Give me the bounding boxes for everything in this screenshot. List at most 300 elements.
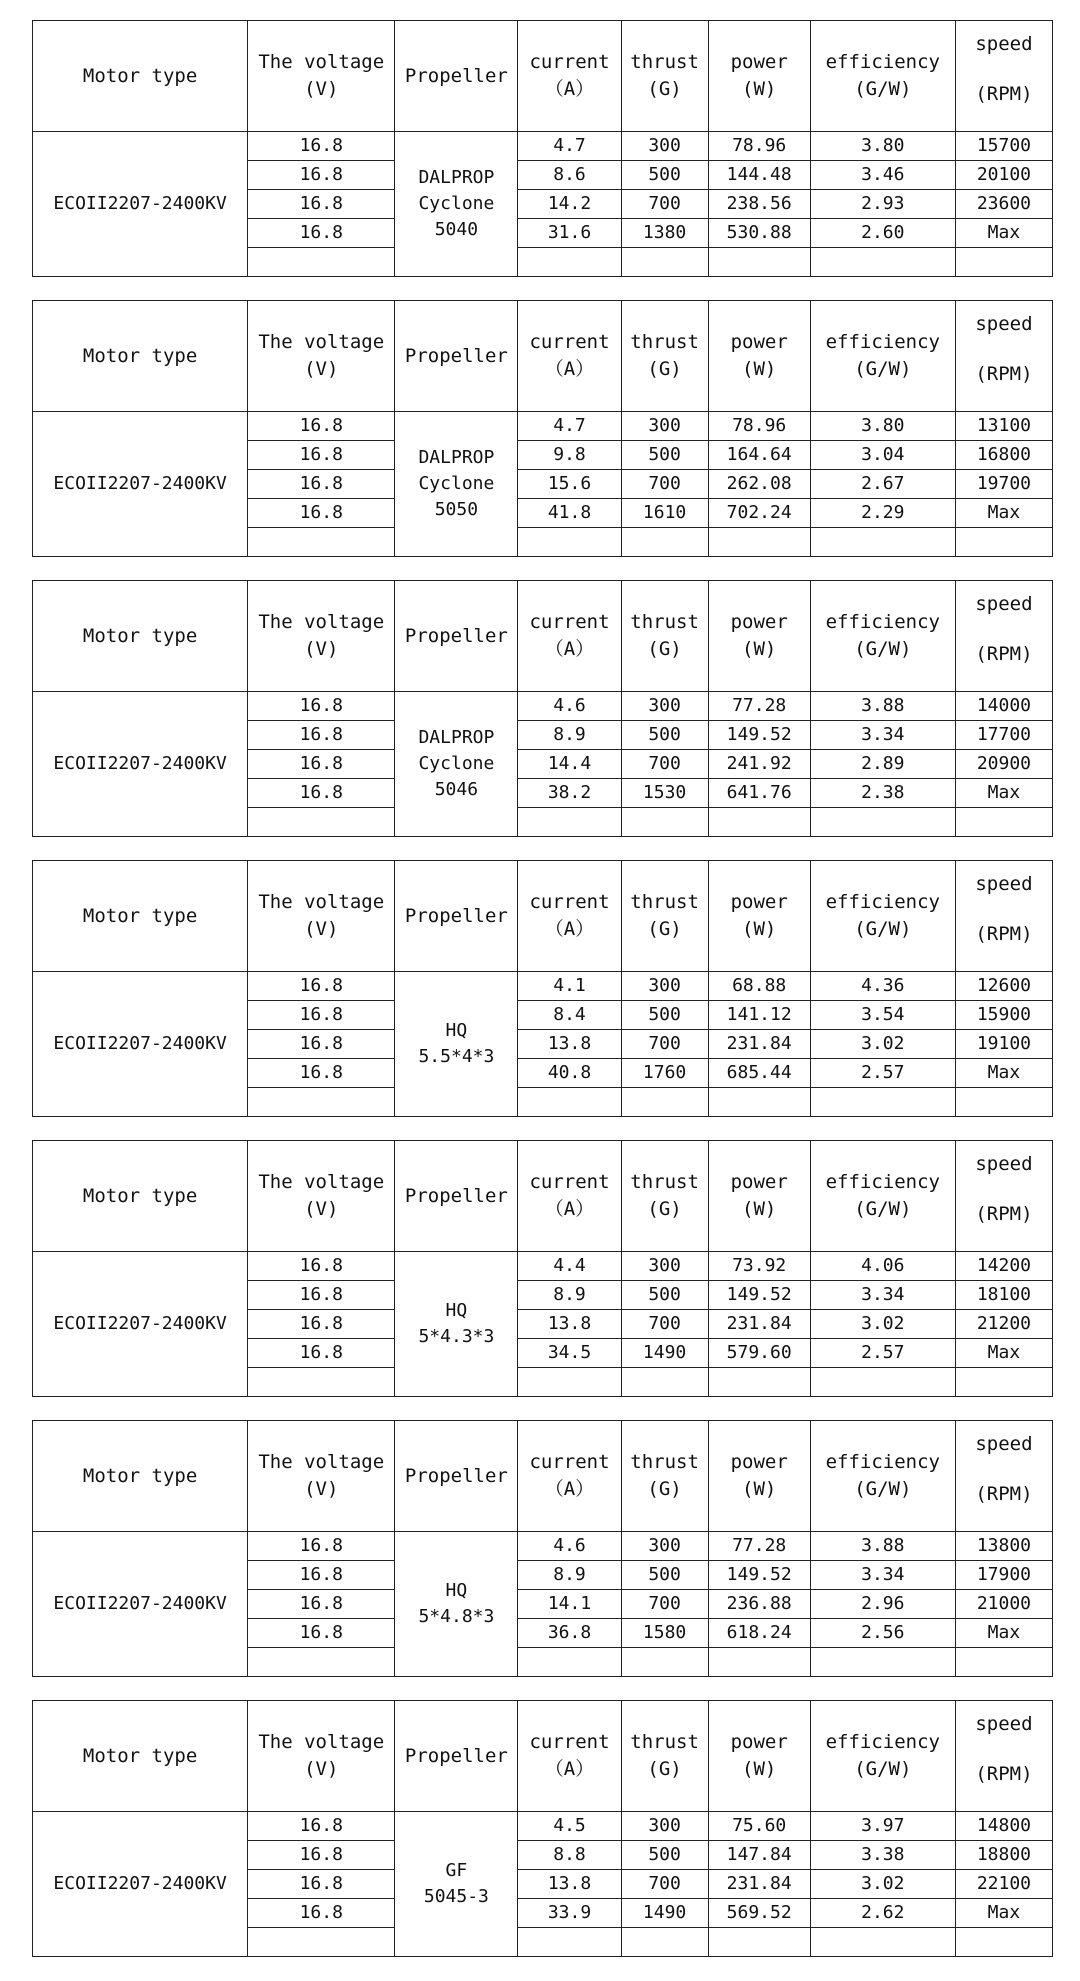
thrust-cell — [621, 1368, 708, 1397]
current-cell — [518, 1368, 621, 1397]
propeller-line: Cyclone — [418, 473, 495, 494]
power-cell: 77.28 — [708, 692, 810, 721]
current-cell: 13.8 — [518, 1870, 621, 1899]
efficiency-cell: 3.38 — [810, 1841, 955, 1870]
voltage-cell — [248, 808, 395, 837]
header-row — [33, 1421, 1053, 1532]
header-row — [33, 301, 1053, 412]
header-voltage: The voltage (V) — [248, 581, 395, 692]
thrust-cell — [621, 1648, 708, 1677]
thrust-cell: 1380 — [621, 219, 708, 248]
efficiency-cell: 3.02 — [810, 1310, 955, 1339]
thrust-cell — [621, 248, 708, 277]
thrust-cell: 700 — [621, 1310, 708, 1339]
voltage-cell: 16.8 — [248, 1590, 395, 1619]
efficiency-cell: 2.57 — [810, 1059, 955, 1088]
header-current: current （A） — [518, 301, 621, 412]
voltage-cell: 16.8 — [248, 972, 395, 1001]
voltage-cell — [248, 1648, 395, 1677]
thrust-cell: 500 — [621, 1281, 708, 1310]
header-motor-type: Motor type — [33, 1141, 248, 1252]
speed-cell: 17700 — [955, 721, 1052, 750]
header-propeller: Propeller — [395, 1141, 518, 1252]
current-cell: 31.6 — [518, 219, 621, 248]
speed-cell: 18800 — [955, 1841, 1052, 1870]
header-speed: speed (RPM) — [955, 301, 1052, 412]
power-cell: 231.84 — [708, 1870, 810, 1899]
voltage-cell: 16.8 — [248, 1561, 395, 1590]
voltage-cell: 16.8 — [248, 499, 395, 528]
header-voltage: The voltage (V) — [248, 21, 395, 132]
thrust-cell — [621, 1928, 708, 1957]
speed-cell: 14000 — [955, 692, 1052, 721]
propeller-line: 5050 — [434, 499, 479, 520]
speed-cell: 16800 — [955, 441, 1052, 470]
efficiency-cell: 2.89 — [810, 750, 955, 779]
header-speed: speed (RPM) — [955, 1701, 1052, 1812]
header-speed: speed (RPM) — [955, 581, 1052, 692]
propeller-cell — [395, 132, 518, 277]
header-efficiency: efficiency (G/W) — [810, 861, 955, 972]
header-propeller: Propeller — [395, 1421, 518, 1532]
propeller-cell — [395, 1252, 518, 1397]
header-row — [33, 1141, 1053, 1252]
voltage-cell: 16.8 — [248, 1870, 395, 1899]
speed-cell: Max — [955, 1339, 1052, 1368]
propeller-line: DALPROP — [418, 727, 495, 748]
voltage-cell: 16.8 — [248, 412, 395, 441]
voltage-cell: 16.8 — [248, 750, 395, 779]
efficiency-cell: 3.04 — [810, 441, 955, 470]
propeller-line: HQ — [445, 1580, 468, 1601]
current-cell: 8.6 — [518, 161, 621, 190]
thrust-cell: 300 — [621, 132, 708, 161]
header-thrust: thrust (G) — [621, 1701, 708, 1812]
table-row — [33, 132, 1053, 161]
current-cell: 38.2 — [518, 779, 621, 808]
thrust-cell: 700 — [621, 1870, 708, 1899]
current-cell: 14.4 — [518, 750, 621, 779]
power-cell — [708, 1088, 810, 1117]
thrust-cell — [621, 528, 708, 557]
header-current: current （A） — [518, 21, 621, 132]
thrust-cell: 500 — [621, 161, 708, 190]
speed-cell: 17900 — [955, 1561, 1052, 1590]
efficiency-cell: 3.80 — [810, 132, 955, 161]
propeller-line: 5046 — [434, 779, 479, 800]
voltage-cell: 16.8 — [248, 470, 395, 499]
propeller-cell — [395, 972, 518, 1117]
efficiency-cell: 2.96 — [810, 1590, 955, 1619]
speed-cell: 15900 — [955, 1001, 1052, 1030]
header-row — [33, 861, 1053, 972]
voltage-cell: 16.8 — [248, 1001, 395, 1030]
header-motor-type: Motor type — [33, 861, 248, 972]
efficiency-cell — [810, 1368, 955, 1397]
header-voltage: The voltage (V) — [248, 1141, 395, 1252]
speed-cell: 13800 — [955, 1532, 1052, 1561]
thrust-cell: 300 — [621, 412, 708, 441]
power-cell: 147.84 — [708, 1841, 810, 1870]
speed-cell: Max — [955, 1899, 1052, 1928]
header-thrust: thrust (G) — [621, 581, 708, 692]
header-motor-type: Motor type — [33, 581, 248, 692]
voltage-cell: 16.8 — [248, 1812, 395, 1841]
table-row — [33, 692, 1053, 721]
header-motor-type: Motor type — [33, 1421, 248, 1532]
propeller-line: 5040 — [434, 219, 479, 240]
thrust-cell: 300 — [621, 1252, 708, 1281]
thrust-cell: 500 — [621, 1561, 708, 1590]
header-speed: speed (RPM) — [955, 1141, 1052, 1252]
thrust-cell: 1580 — [621, 1619, 708, 1648]
header-propeller: Propeller — [395, 301, 518, 412]
power-cell: 236.88 — [708, 1590, 810, 1619]
thrust-cell: 300 — [621, 1812, 708, 1841]
header-row — [33, 581, 1053, 692]
current-cell: 9.8 — [518, 441, 621, 470]
voltage-cell: 16.8 — [248, 132, 395, 161]
power-cell: 231.84 — [708, 1310, 810, 1339]
propeller-cell — [395, 1812, 518, 1957]
thrust-cell: 500 — [621, 441, 708, 470]
voltage-cell: 16.8 — [248, 161, 395, 190]
header-current: current （A） — [518, 581, 621, 692]
thrust-cell: 500 — [621, 1841, 708, 1870]
propeller-line: HQ — [445, 1020, 468, 1041]
speed-cell: 15700 — [955, 132, 1052, 161]
propeller-line: 5045-3 — [423, 1886, 489, 1907]
header-efficiency: efficiency (G/W) — [810, 581, 955, 692]
current-cell: 4.7 — [518, 412, 621, 441]
motor-type-cell: ECOII2207-2400KV — [33, 1532, 248, 1677]
current-cell: 34.5 — [518, 1339, 621, 1368]
motor-test-table — [32, 860, 1053, 1117]
header-efficiency: efficiency (G/W) — [810, 21, 955, 132]
efficiency-cell: 2.29 — [810, 499, 955, 528]
current-cell: 4.6 — [518, 1532, 621, 1561]
voltage-cell: 16.8 — [248, 1059, 395, 1088]
current-cell: 4.4 — [518, 1252, 621, 1281]
voltage-cell: 16.8 — [248, 1619, 395, 1648]
header-thrust: thrust (G) — [621, 1141, 708, 1252]
thrust-cell: 300 — [621, 692, 708, 721]
propeller-line: HQ — [445, 1300, 468, 1321]
speed-cell — [955, 1928, 1052, 1957]
thrust-cell: 1490 — [621, 1899, 708, 1928]
efficiency-cell — [810, 1648, 955, 1677]
power-cell: 141.12 — [708, 1001, 810, 1030]
power-cell: 702.24 — [708, 499, 810, 528]
efficiency-cell: 2.56 — [810, 1619, 955, 1648]
header-power: power (W) — [708, 301, 810, 412]
speed-cell — [955, 1368, 1052, 1397]
voltage-cell: 16.8 — [248, 1532, 395, 1561]
efficiency-cell: 3.54 — [810, 1001, 955, 1030]
power-cell — [708, 808, 810, 837]
power-cell — [708, 248, 810, 277]
speed-cell: 20100 — [955, 161, 1052, 190]
efficiency-cell: 3.02 — [810, 1030, 955, 1059]
voltage-cell: 16.8 — [248, 1841, 395, 1870]
current-cell — [518, 1648, 621, 1677]
speed-cell: 12600 — [955, 972, 1052, 1001]
header-thrust: thrust (G) — [621, 301, 708, 412]
current-cell: 13.8 — [518, 1030, 621, 1059]
power-cell: 231.84 — [708, 1030, 810, 1059]
header-voltage: The voltage (V) — [248, 1421, 395, 1532]
header-current: current （A） — [518, 861, 621, 972]
propeller-line: DALPROP — [418, 167, 495, 188]
power-cell: 569.52 — [708, 1899, 810, 1928]
current-cell: 8.9 — [518, 1281, 621, 1310]
voltage-cell: 16.8 — [248, 1281, 395, 1310]
speed-cell — [955, 808, 1052, 837]
voltage-cell — [248, 1368, 395, 1397]
table-row — [33, 412, 1053, 441]
speed-cell: 21200 — [955, 1310, 1052, 1339]
efficiency-cell: 3.88 — [810, 1532, 955, 1561]
thrust-cell: 500 — [621, 1001, 708, 1030]
current-cell: 8.8 — [518, 1841, 621, 1870]
current-cell — [518, 528, 621, 557]
power-cell: 241.92 — [708, 750, 810, 779]
motor-test-table — [32, 20, 1053, 277]
efficiency-cell: 2.67 — [810, 470, 955, 499]
current-cell: 4.6 — [518, 692, 621, 721]
header-current: current （A） — [518, 1141, 621, 1252]
power-cell: 149.52 — [708, 1561, 810, 1590]
speed-cell: 13100 — [955, 412, 1052, 441]
header-current: current （A） — [518, 1421, 621, 1532]
speed-cell — [955, 248, 1052, 277]
header-propeller: Propeller — [395, 21, 518, 132]
voltage-cell: 16.8 — [248, 1310, 395, 1339]
efficiency-cell: 4.06 — [810, 1252, 955, 1281]
motor-test-table — [32, 1700, 1053, 1957]
speed-cell — [955, 528, 1052, 557]
speed-cell: Max — [955, 499, 1052, 528]
voltage-cell: 16.8 — [248, 1252, 395, 1281]
power-cell: 164.64 — [708, 441, 810, 470]
propeller-line: Cyclone — [418, 193, 495, 214]
speed-cell: 21000 — [955, 1590, 1052, 1619]
efficiency-cell: 2.57 — [810, 1339, 955, 1368]
motor-type-cell: ECOII2207-2400KV — [33, 692, 248, 837]
efficiency-cell: 3.46 — [810, 161, 955, 190]
current-cell: 4.5 — [518, 1812, 621, 1841]
voltage-cell: 16.8 — [248, 779, 395, 808]
header-motor-type: Motor type — [33, 21, 248, 132]
speed-cell: 14200 — [955, 1252, 1052, 1281]
motor-test-table — [32, 580, 1053, 837]
header-power: power (W) — [708, 21, 810, 132]
propeller-cell — [395, 412, 518, 557]
power-cell: 78.96 — [708, 132, 810, 161]
speed-cell: 19100 — [955, 1030, 1052, 1059]
header-power: power (W) — [708, 861, 810, 972]
thrust-cell: 700 — [621, 1590, 708, 1619]
power-cell: 73.92 — [708, 1252, 810, 1281]
thrust-cell: 1490 — [621, 1339, 708, 1368]
efficiency-cell: 3.88 — [810, 692, 955, 721]
efficiency-cell — [810, 1088, 955, 1117]
propeller-line: GF — [445, 1860, 468, 1881]
table-row — [33, 1252, 1053, 1281]
voltage-cell: 16.8 — [248, 219, 395, 248]
power-cell: 78.96 — [708, 412, 810, 441]
header-current: current （A） — [518, 1701, 621, 1812]
table-row — [33, 972, 1053, 1001]
efficiency-cell: 3.80 — [810, 412, 955, 441]
current-cell: 36.8 — [518, 1619, 621, 1648]
speed-cell — [955, 1088, 1052, 1117]
efficiency-cell: 3.34 — [810, 1281, 955, 1310]
header-voltage: The voltage (V) — [248, 1701, 395, 1812]
header-thrust: thrust (G) — [621, 861, 708, 972]
efficiency-cell — [810, 1928, 955, 1957]
speed-cell: Max — [955, 1059, 1052, 1088]
efficiency-cell: 4.36 — [810, 972, 955, 1001]
propeller-line: Cyclone — [418, 753, 495, 774]
speed-cell: 18100 — [955, 1281, 1052, 1310]
efficiency-cell: 3.02 — [810, 1870, 955, 1899]
current-cell: 4.1 — [518, 972, 621, 1001]
thrust-cell: 700 — [621, 470, 708, 499]
power-cell — [708, 1368, 810, 1397]
header-power: power (W) — [708, 1141, 810, 1252]
propeller-line: 5*4.3*3 — [418, 1326, 495, 1347]
thrust-cell: 500 — [621, 721, 708, 750]
header-propeller: Propeller — [395, 1701, 518, 1812]
table-row — [33, 1532, 1053, 1561]
propeller-line: 5.5*4*3 — [418, 1046, 495, 1067]
header-row — [33, 1701, 1053, 1812]
efficiency-cell: 3.97 — [810, 1812, 955, 1841]
speed-cell — [955, 1648, 1052, 1677]
thrust-cell: 700 — [621, 1030, 708, 1059]
motor-test-table — [32, 300, 1053, 557]
motor-type-cell: ECOII2207-2400KV — [33, 1812, 248, 1957]
voltage-cell: 16.8 — [248, 721, 395, 750]
speed-cell: 23600 — [955, 190, 1052, 219]
thrust-cell: 700 — [621, 750, 708, 779]
table-row — [33, 1812, 1053, 1841]
power-cell: 530.88 — [708, 219, 810, 248]
header-propeller: Propeller — [395, 581, 518, 692]
voltage-cell — [248, 1928, 395, 1957]
thrust-cell: 1760 — [621, 1059, 708, 1088]
power-cell: 149.52 — [708, 721, 810, 750]
power-cell — [708, 1928, 810, 1957]
header-voltage: The voltage (V) — [248, 861, 395, 972]
voltage-cell — [248, 528, 395, 557]
header-thrust: thrust (G) — [621, 21, 708, 132]
header-power: power (W) — [708, 581, 810, 692]
thrust-cell — [621, 808, 708, 837]
efficiency-cell: 2.60 — [810, 219, 955, 248]
speed-cell: 20900 — [955, 750, 1052, 779]
speed-cell: Max — [955, 219, 1052, 248]
power-cell: 618.24 — [708, 1619, 810, 1648]
thrust-cell: 700 — [621, 190, 708, 219]
efficiency-cell — [810, 808, 955, 837]
efficiency-cell: 3.34 — [810, 1561, 955, 1590]
motor-type-cell: ECOII2207-2400KV — [33, 412, 248, 557]
speed-cell: 19700 — [955, 470, 1052, 499]
header-motor-type: Motor type — [33, 1701, 248, 1812]
voltage-cell — [248, 248, 395, 277]
efficiency-cell: 2.38 — [810, 779, 955, 808]
power-cell: 68.88 — [708, 972, 810, 1001]
current-cell — [518, 248, 621, 277]
propeller-cell — [395, 692, 518, 837]
power-cell: 144.48 — [708, 161, 810, 190]
power-cell: 641.76 — [708, 779, 810, 808]
header-propeller: Propeller — [395, 861, 518, 972]
current-cell: 4.7 — [518, 132, 621, 161]
current-cell: 14.1 — [518, 1590, 621, 1619]
current-cell: 33.9 — [518, 1899, 621, 1928]
motor-type-cell: ECOII2207-2400KV — [33, 1252, 248, 1397]
efficiency-cell — [810, 528, 955, 557]
current-cell: 8.4 — [518, 1001, 621, 1030]
current-cell: 13.8 — [518, 1310, 621, 1339]
thrust-cell: 1610 — [621, 499, 708, 528]
current-cell — [518, 1928, 621, 1957]
speed-cell: Max — [955, 779, 1052, 808]
efficiency-cell — [810, 248, 955, 277]
header-speed: speed (RPM) — [955, 861, 1052, 972]
current-cell: 8.9 — [518, 1561, 621, 1590]
motor-test-table — [32, 1140, 1053, 1397]
voltage-cell: 16.8 — [248, 692, 395, 721]
power-cell: 149.52 — [708, 1281, 810, 1310]
power-cell: 238.56 — [708, 190, 810, 219]
current-cell — [518, 808, 621, 837]
speed-cell: 14800 — [955, 1812, 1052, 1841]
voltage-cell: 16.8 — [248, 190, 395, 219]
efficiency-cell: 2.62 — [810, 1899, 955, 1928]
motor-type-cell: ECOII2207-2400KV — [33, 972, 248, 1117]
voltage-cell: 16.8 — [248, 1899, 395, 1928]
thrust-cell: 300 — [621, 972, 708, 1001]
efficiency-cell: 2.93 — [810, 190, 955, 219]
voltage-cell — [248, 1088, 395, 1117]
propeller-line: DALPROP — [418, 447, 495, 468]
power-cell: 75.60 — [708, 1812, 810, 1841]
header-motor-type: Motor type — [33, 301, 248, 412]
voltage-cell: 16.8 — [248, 1339, 395, 1368]
thrust-cell: 300 — [621, 1532, 708, 1561]
header-voltage: The voltage (V) — [248, 301, 395, 412]
current-cell — [518, 1088, 621, 1117]
header-power: power (W) — [708, 1421, 810, 1532]
power-cell — [708, 528, 810, 557]
current-cell: 40.8 — [518, 1059, 621, 1088]
header-efficiency: efficiency (G/W) — [810, 1421, 955, 1532]
motor-type-cell: ECOII2207-2400KV — [33, 132, 248, 277]
voltage-cell: 16.8 — [248, 441, 395, 470]
power-cell: 685.44 — [708, 1059, 810, 1088]
header-efficiency: efficiency (G/W) — [810, 1141, 955, 1252]
thrust-cell — [621, 1088, 708, 1117]
propeller-line: 5*4.8*3 — [418, 1606, 495, 1627]
power-cell — [708, 1648, 810, 1677]
speed-cell: Max — [955, 1619, 1052, 1648]
efficiency-cell: 3.34 — [810, 721, 955, 750]
motor-test-table — [32, 1420, 1053, 1677]
